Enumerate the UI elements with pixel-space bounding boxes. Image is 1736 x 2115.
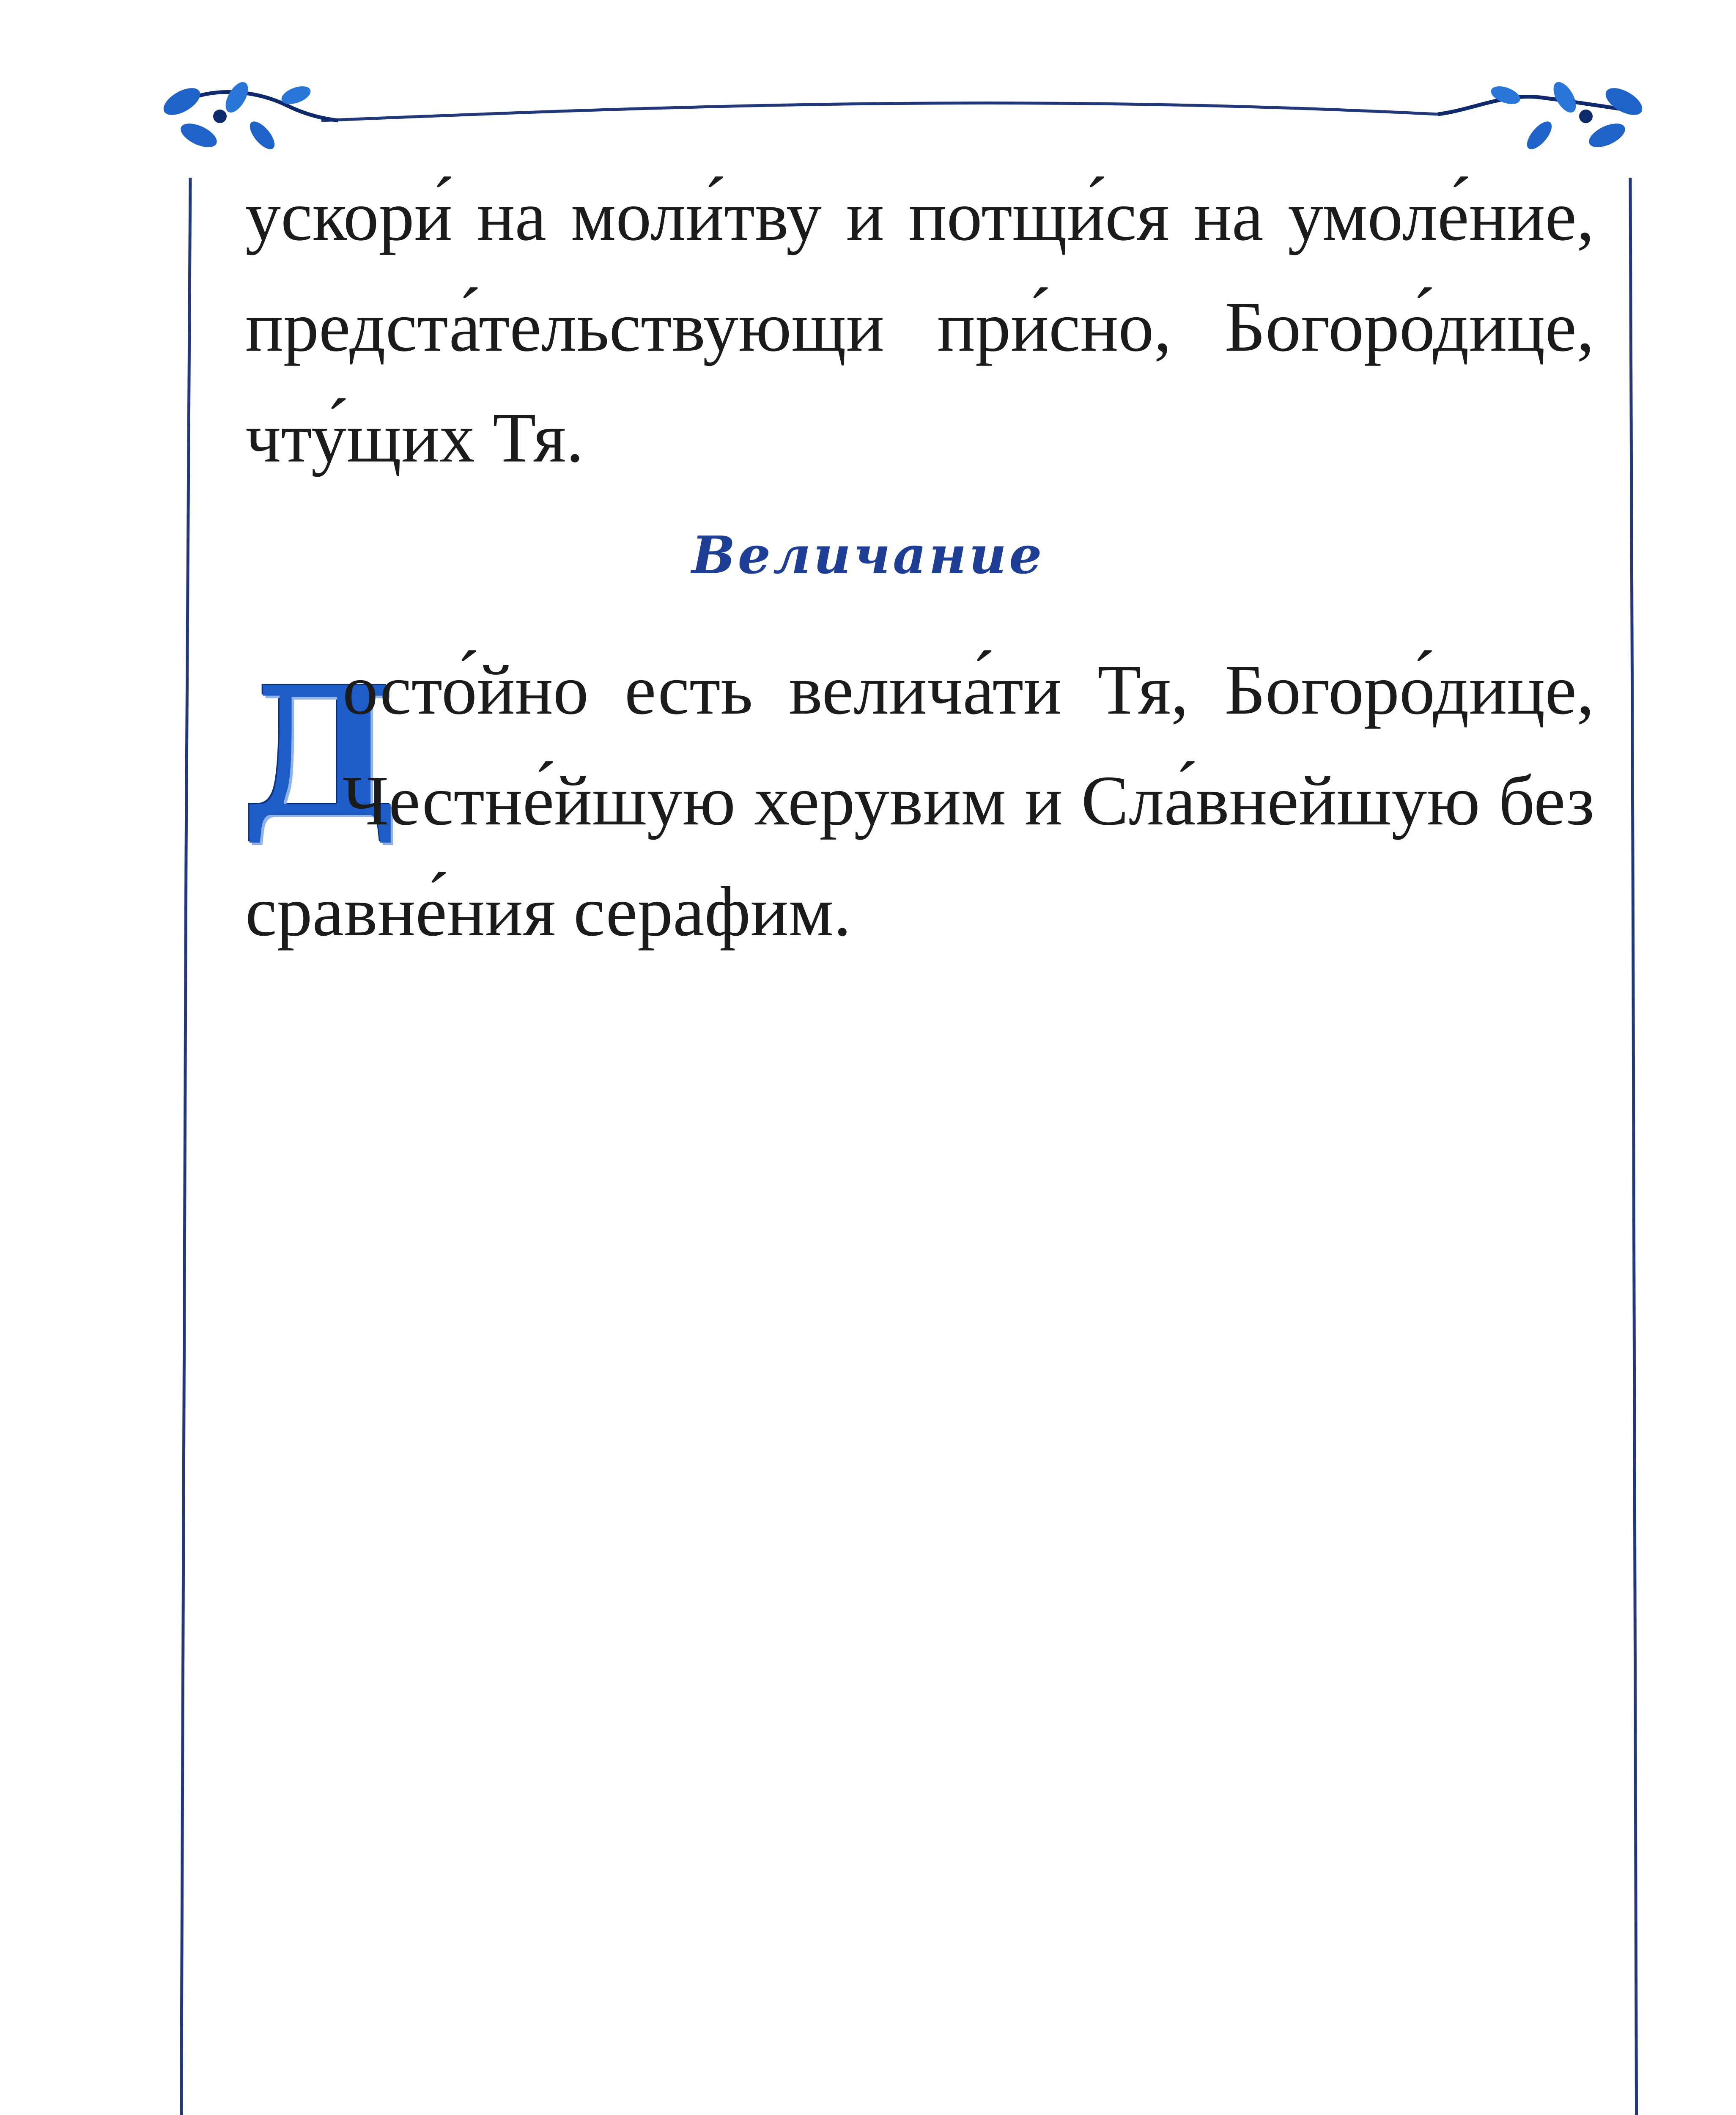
paragraph-bottom-text: осто́йно есть велича́ти Тя, Богоро́дице, Честне́йшую херувим и Сла́внейшую без сравне́ния серафим.	[245, 651, 1594, 951]
frame-right-line	[1630, 178, 1637, 2115]
frame-left-line	[181, 178, 190, 2115]
paragraph-bottom	[241, 634, 1594, 967]
corner-flourish-top-right	[1438, 78, 1647, 153]
paragraph-top: ускори́ на моли́тву и потщи́ся на умоле́ние, предста́тельствующи при́сно, Богоро́дице, чту́щих Тя.	[245, 177, 1594, 477]
drop-cap: Д	[241, 648, 399, 857]
frame-top-line	[321, 103, 1438, 121]
corner-flourish-top-left	[159, 78, 338, 153]
section-heading: Величание	[691, 525, 1045, 585]
